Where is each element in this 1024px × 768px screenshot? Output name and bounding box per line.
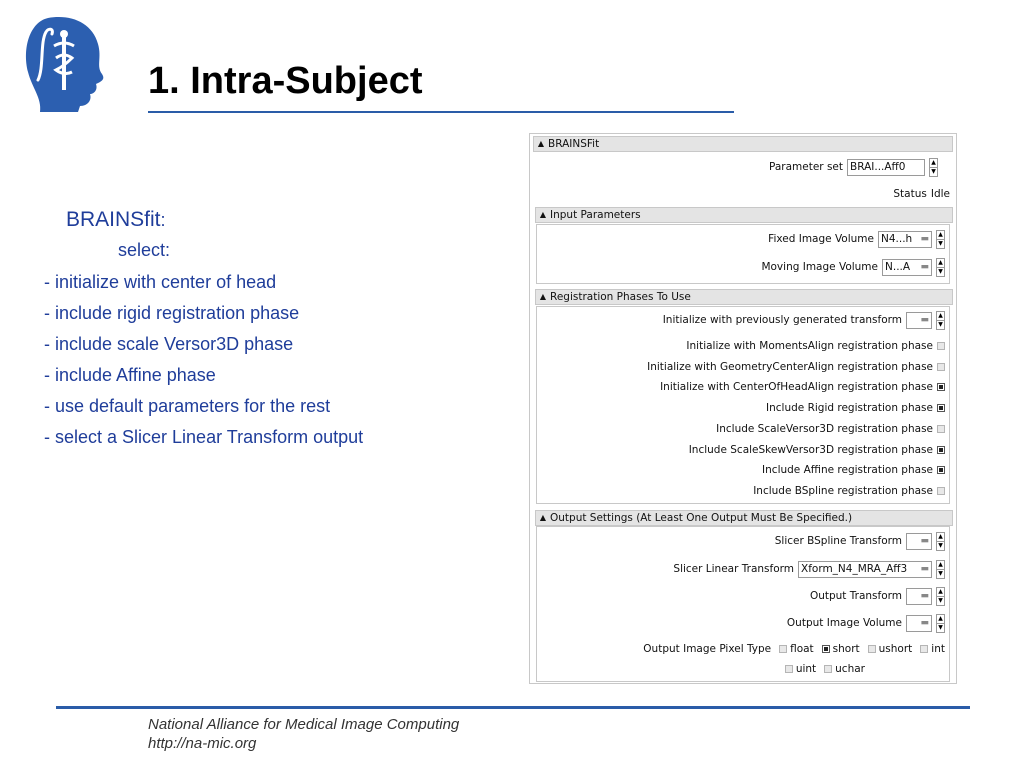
phase-option-affine[interactable] [762, 460, 945, 480]
pixel-type-uchar[interactable] [824, 663, 865, 675]
footer-organization: National Alliance for Medical Image Computing [148, 716, 460, 733]
pixel-type-label: Output Image Pixel Type [643, 643, 772, 655]
spin-up-icon[interactable]: ▲ [938, 560, 943, 568]
combo-arrow-icon: ▬ [920, 564, 929, 574]
phase-checkbox[interactable] [937, 404, 945, 412]
moving-volume-combo[interactable] [882, 259, 932, 276]
phase-option-label: Include ScaleVersor3D registration phase [716, 423, 933, 435]
combo-arrow-icon: ▬ [920, 234, 929, 244]
spin-up-icon[interactable]: ▲ [938, 311, 943, 319]
pixel-type-option-label: ushort [878, 643, 913, 655]
pixel-type-row-2 [781, 661, 865, 677]
footer [148, 715, 459, 753]
instruction-item: - include rigid registration phase [44, 303, 300, 323]
brainsfit-header-label: BRAINSFit [548, 138, 600, 150]
linear-transform-combo[interactable] [798, 561, 932, 578]
spin-down-icon[interactable]: ▼ [931, 167, 936, 175]
spin-up-icon[interactable]: ▲ [938, 532, 943, 540]
module-heading-text: BRAINSfit [66, 208, 161, 231]
spin-up-icon[interactable]: ▲ [938, 258, 943, 266]
spin-down-icon[interactable]: ▼ [938, 596, 943, 604]
phase-checkbox[interactable] [937, 466, 945, 474]
pixel-type-float[interactable] [779, 643, 814, 655]
phase-option-label: Include BSpline registration phase [753, 485, 933, 497]
instruction-item: - use default parameters for the rest [44, 396, 331, 416]
fixed-volume-value: N4...h [881, 233, 913, 245]
output-transform-label: Output Transform [809, 590, 902, 602]
parameter-set-value: BRAI...Aff0 [850, 161, 906, 173]
footer-url: http://na-mic.org [148, 735, 257, 752]
spin-up-icon[interactable]: ▲ [938, 587, 943, 595]
spin-down-icon[interactable]: ▼ [938, 541, 943, 549]
phase-option-label: Include Affine registration phase [762, 464, 933, 476]
fixed-volume-combo[interactable] [878, 231, 932, 248]
output-volume-combo[interactable] [906, 615, 932, 632]
status-value: Idle [930, 188, 950, 200]
registration-phases-header[interactable] [535, 289, 953, 305]
pixel-type-uint[interactable] [785, 663, 816, 675]
pixel-type-option-label: uint [795, 663, 817, 675]
combo-arrow-icon: ▬ [920, 536, 929, 546]
pixel-type-checkbox[interactable] [822, 645, 830, 653]
spin-down-icon[interactable]: ▼ [938, 623, 943, 631]
slide-title: 1. Intra-Subject [148, 60, 423, 102]
fixed-volume-spinner[interactable] [936, 230, 945, 249]
registration-phases-box [536, 306, 950, 504]
pixel-type-option-label: short [832, 643, 860, 655]
phase-checkbox[interactable] [937, 487, 945, 495]
bspline-transform-row [775, 531, 945, 551]
moving-volume-row [761, 257, 945, 277]
linear-transform-spinner[interactable] [936, 560, 945, 579]
moving-volume-value: N...A [885, 261, 911, 273]
pixel-type-checkbox[interactable] [868, 645, 876, 653]
module-heading-colon: : [160, 210, 166, 230]
phase-option-label: Initialize with CenterOfHeadAlign registration phase [660, 381, 933, 393]
init-transform-row [663, 310, 945, 330]
moving-volume-label: Moving Image Volume [761, 261, 878, 273]
spin-up-icon[interactable]: ▲ [938, 614, 943, 622]
phase-option-moments[interactable] [686, 336, 945, 356]
spin-up-icon[interactable]: ▲ [931, 158, 936, 166]
init-transform-label: Initialize with previously generated transform [662, 314, 902, 326]
phase-option-label: Include ScaleSkewVersor3D registration phase [688, 444, 933, 456]
output-transform-spinner[interactable] [936, 587, 945, 606]
pixel-type-option-label: int [931, 643, 945, 655]
output-volume-label: Output Image Volume [786, 617, 902, 629]
fixed-volume-row [768, 229, 945, 249]
bspline-transform-combo[interactable] [906, 533, 932, 550]
phase-option-scale-skew-versor3d[interactable] [689, 440, 945, 460]
registration-phases-label: Registration Phases To Use [550, 291, 691, 303]
bspline-transform-spinner[interactable] [936, 532, 945, 551]
pixel-type-checkbox[interactable] [779, 645, 787, 653]
output-volume-spinner[interactable] [936, 614, 945, 633]
output-transform-combo[interactable] [906, 588, 932, 605]
status-label: Status [893, 188, 927, 200]
phase-option-label: Initialize with GeometryCenterAlign registration phase [647, 361, 933, 373]
spin-down-icon[interactable]: ▼ [938, 320, 943, 328]
spin-down-icon[interactable]: ▼ [938, 239, 943, 247]
slicer-logo [18, 14, 108, 112]
phase-option-rigid[interactable] [766, 398, 945, 418]
input-parameters-header[interactable] [535, 207, 953, 223]
pixel-type-option-label: float [790, 643, 814, 655]
phase-option-scale-versor3d[interactable] [716, 419, 945, 439]
instruction-item: - select a Slicer Linear Transform output [44, 427, 364, 447]
parameter-set-spinner[interactable] [929, 158, 938, 177]
brainsfit-header[interactable] [533, 136, 953, 152]
instruction-item: - include scale Versor3D phase [44, 334, 294, 354]
instruction-list [44, 270, 363, 456]
output-settings-header[interactable] [535, 510, 953, 526]
collapse-caret-icon[interactable]: ▲ [539, 513, 547, 522]
phase-option-label: Initialize with MomentsAlign registration phase [686, 340, 933, 352]
moving-volume-spinner[interactable] [936, 258, 945, 277]
phase-option-label: Include Rigid registration phase [766, 402, 933, 414]
pixel-type-row [643, 641, 945, 657]
pixel-type-checkbox[interactable] [920, 645, 928, 653]
output-volume-row [787, 613, 945, 633]
instruction-item: - initialize with center of head [44, 272, 277, 292]
linear-transform-row [673, 559, 945, 579]
init-transform-combo[interactable] [906, 312, 932, 329]
phase-checkbox[interactable] [937, 363, 945, 371]
phase-option-geometry-center[interactable] [647, 357, 945, 377]
phase-option-bspline[interactable] [753, 481, 945, 501]
pixel-type-short[interactable] [822, 643, 860, 655]
spin-down-icon[interactable]: ▼ [938, 569, 943, 577]
parameter-set-label: Parameter set [768, 161, 843, 173]
footer-rule [56, 706, 970, 709]
spin-up-icon[interactable]: ▲ [938, 230, 943, 238]
bspline-transform-label: Slicer BSpline Transform [774, 535, 902, 547]
collapse-caret-icon[interactable]: ▲ [539, 292, 547, 301]
title-underline [148, 111, 734, 113]
pixel-type-ushort[interactable] [868, 643, 913, 655]
collapse-caret-icon[interactable]: ▲ [537, 139, 545, 148]
linear-transform-value: Xform_N4_MRA_Aff3 [801, 563, 908, 575]
pixel-type-option-label: uchar [835, 663, 865, 675]
linear-transform-label: Slicer Linear Transform [673, 563, 794, 575]
phase-option-center-of-head[interactable] [660, 377, 945, 397]
input-parameters-box [536, 224, 950, 284]
select-label: select: [118, 240, 171, 260]
output-transform-row [810, 586, 945, 606]
parameter-set-row [769, 157, 938, 177]
phase-checkbox[interactable] [937, 342, 945, 350]
output-settings-box [536, 526, 950, 682]
combo-arrow-icon: ▬ [920, 262, 929, 272]
parameter-set-combo[interactable] [847, 159, 925, 176]
pixel-type-int[interactable] [920, 643, 945, 655]
output-settings-label: Output Settings (At Least One Output Must Be Specified.) [550, 512, 853, 524]
input-parameters-label: Input Parameters [550, 209, 641, 221]
phase-checkbox[interactable] [937, 425, 945, 433]
fixed-volume-label: Fixed Image Volume [768, 233, 874, 245]
combo-arrow-icon: ▬ [920, 618, 929, 628]
combo-arrow-icon: ▬ [920, 591, 929, 601]
phase-checkbox[interactable] [937, 446, 945, 454]
pixel-type-checkbox[interactable] [785, 665, 793, 673]
init-transform-spinner[interactable] [936, 311, 945, 330]
combo-arrow-icon: ▬ [920, 315, 929, 325]
instruction-item: - include Affine phase [44, 365, 216, 385]
status-row [893, 184, 950, 204]
module-heading [66, 208, 166, 232]
brainsfit-panel [529, 133, 957, 684]
collapse-caret-icon[interactable]: ▲ [539, 210, 547, 219]
spin-down-icon[interactable]: ▼ [938, 267, 943, 275]
pixel-type-checkbox[interactable] [824, 665, 832, 673]
phase-checkbox[interactable] [937, 383, 945, 391]
